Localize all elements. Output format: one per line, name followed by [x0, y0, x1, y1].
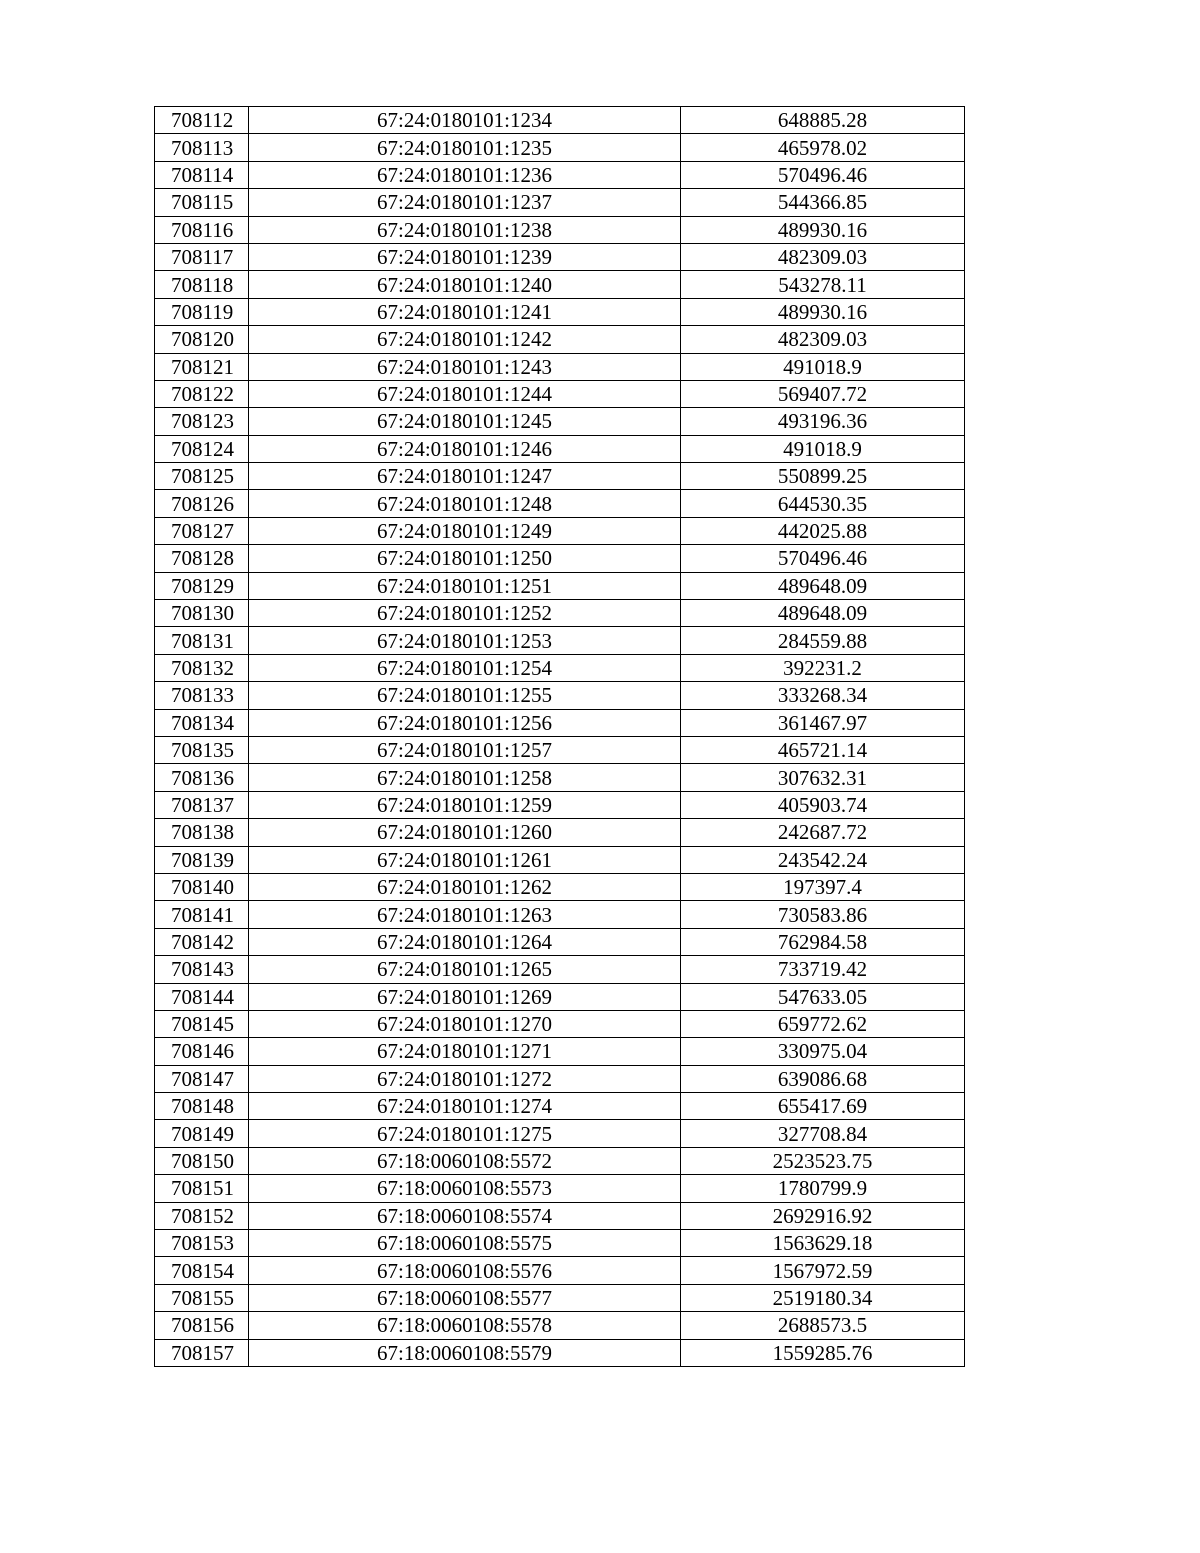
- table-row: [155, 1010, 965, 1037]
- cadastral-number-cell: 67:24:0180101:1256: [249, 709, 681, 736]
- cadastral-number-cell: 67:24:0180101:1262: [249, 873, 681, 900]
- cadastral-number-cell: 67:24:0180101:1259: [249, 791, 681, 818]
- cadastral-number-cell: 67:24:0180101:1254: [249, 654, 681, 681]
- row-id-cell: 708112: [155, 107, 249, 134]
- table-row: [155, 490, 965, 517]
- table-row: [155, 846, 965, 873]
- value-cell: 361467.97: [681, 709, 965, 736]
- table-row: [155, 1230, 965, 1257]
- value-cell: 242687.72: [681, 819, 965, 846]
- table-row: [155, 1284, 965, 1311]
- row-id-cell: 708150: [155, 1147, 249, 1174]
- value-cell: 197397.4: [681, 873, 965, 900]
- value-cell: 489930.16: [681, 298, 965, 325]
- row-id-cell: 708153: [155, 1230, 249, 1257]
- row-id-cell: 708135: [155, 736, 249, 763]
- table-row: [155, 189, 965, 216]
- table-row: [155, 682, 965, 709]
- value-cell: 2523523.75: [681, 1147, 965, 1174]
- cadastral-number-cell: 67:18:0060108:5577: [249, 1284, 681, 1311]
- cadastral-number-cell: 67:24:0180101:1270: [249, 1010, 681, 1037]
- table-body: [155, 107, 965, 1367]
- row-id-cell: 708130: [155, 600, 249, 627]
- row-id-cell: 708120: [155, 326, 249, 353]
- table-row: [155, 517, 965, 544]
- value-cell: 644530.35: [681, 490, 965, 517]
- table-row: [155, 983, 965, 1010]
- table-row: [155, 353, 965, 380]
- value-cell: 491018.9: [681, 353, 965, 380]
- cadastral-number-cell: 67:24:0180101:1234: [249, 107, 681, 134]
- table-row: [155, 819, 965, 846]
- cadastral-number-cell: 67:18:0060108:5579: [249, 1339, 681, 1366]
- table-row: [155, 161, 965, 188]
- cadastral-number-cell: 67:24:0180101:1263: [249, 901, 681, 928]
- value-cell: 655417.69: [681, 1093, 965, 1120]
- row-id-cell: 708152: [155, 1202, 249, 1229]
- row-id-cell: 708133: [155, 682, 249, 709]
- row-id-cell: 708138: [155, 819, 249, 846]
- row-id-cell: 708142: [155, 928, 249, 955]
- cadastral-number-cell: 67:24:0180101:1245: [249, 408, 681, 435]
- row-id-cell: 708137: [155, 791, 249, 818]
- value-cell: 547633.05: [681, 983, 965, 1010]
- table-row: [155, 928, 965, 955]
- value-cell: 482309.03: [681, 326, 965, 353]
- table-row: [155, 107, 965, 134]
- cadastral-number-cell: 67:24:0180101:1265: [249, 956, 681, 983]
- value-cell: 2519180.34: [681, 1284, 965, 1311]
- row-id-cell: 708119: [155, 298, 249, 325]
- value-cell: 550899.25: [681, 463, 965, 490]
- table-row: [155, 1093, 965, 1120]
- value-cell: 307632.31: [681, 764, 965, 791]
- row-id-cell: 708124: [155, 435, 249, 462]
- value-cell: 327708.84: [681, 1120, 965, 1147]
- value-cell: 493196.36: [681, 408, 965, 435]
- table-row: [155, 380, 965, 407]
- value-cell: 2688573.5: [681, 1312, 965, 1339]
- value-cell: 392231.2: [681, 654, 965, 681]
- cadastral-number-cell: 67:24:0180101:1264: [249, 928, 681, 955]
- row-id-cell: 708122: [155, 380, 249, 407]
- cadastral-number-cell: 67:24:0180101:1257: [249, 736, 681, 763]
- row-id-cell: 708146: [155, 1038, 249, 1065]
- table-row: [155, 1175, 965, 1202]
- value-cell: 465721.14: [681, 736, 965, 763]
- row-id-cell: 708118: [155, 271, 249, 298]
- cadastral-number-cell: 67:24:0180101:1271: [249, 1038, 681, 1065]
- value-cell: 482309.03: [681, 243, 965, 270]
- table-row: [155, 298, 965, 325]
- table-row: [155, 956, 965, 983]
- table-row: [155, 791, 965, 818]
- value-cell: 2692916.92: [681, 1202, 965, 1229]
- value-cell: 489648.09: [681, 600, 965, 627]
- cadastral-number-cell: 67:24:0180101:1258: [249, 764, 681, 791]
- cadastral-number-cell: 67:24:0180101:1260: [249, 819, 681, 846]
- cadastral-number-cell: 67:18:0060108:5575: [249, 1230, 681, 1257]
- cadastral-number-cell: 67:24:0180101:1242: [249, 326, 681, 353]
- table-row: [155, 873, 965, 900]
- row-id-cell: 708131: [155, 627, 249, 654]
- value-cell: 243542.24: [681, 846, 965, 873]
- value-cell: 1563629.18: [681, 1230, 965, 1257]
- table-row: [155, 243, 965, 270]
- cadastral-number-cell: 67:24:0180101:1240: [249, 271, 681, 298]
- value-cell: 284559.88: [681, 627, 965, 654]
- table-row: [155, 764, 965, 791]
- cadastral-number-cell: 67:24:0180101:1237: [249, 189, 681, 216]
- table-row: [155, 1312, 965, 1339]
- cadastral-number-cell: 67:24:0180101:1275: [249, 1120, 681, 1147]
- value-cell: 405903.74: [681, 791, 965, 818]
- cadastral-number-cell: 67:24:0180101:1251: [249, 572, 681, 599]
- row-id-cell: 708145: [155, 1010, 249, 1037]
- cadastral-number-cell: 67:24:0180101:1248: [249, 490, 681, 517]
- value-cell: 570496.46: [681, 545, 965, 572]
- cadastral-number-cell: 67:24:0180101:1269: [249, 983, 681, 1010]
- cadastral-number-cell: 67:18:0060108:5573: [249, 1175, 681, 1202]
- row-id-cell: 708129: [155, 572, 249, 599]
- row-id-cell: 708144: [155, 983, 249, 1010]
- value-cell: 1559285.76: [681, 1339, 965, 1366]
- table-row: [155, 271, 965, 298]
- row-id-cell: 708139: [155, 846, 249, 873]
- row-id-cell: 708143: [155, 956, 249, 983]
- value-cell: 442025.88: [681, 517, 965, 544]
- cadastral-number-cell: 67:24:0180101:1235: [249, 134, 681, 161]
- cadastral-number-cell: 67:18:0060108:5574: [249, 1202, 681, 1229]
- table-row: [155, 216, 965, 243]
- cadastral-number-cell: 67:24:0180101:1244: [249, 380, 681, 407]
- table-row: [155, 1147, 965, 1174]
- row-id-cell: 708149: [155, 1120, 249, 1147]
- value-cell: 730583.86: [681, 901, 965, 928]
- row-id-cell: 708141: [155, 901, 249, 928]
- table-row: [155, 709, 965, 736]
- cadastral-number-cell: 67:24:0180101:1236: [249, 161, 681, 188]
- table-row: [155, 1339, 965, 1366]
- value-cell: 491018.9: [681, 435, 965, 462]
- table-row: [155, 654, 965, 681]
- table-row: [155, 1257, 965, 1284]
- value-cell: 659772.62: [681, 1010, 965, 1037]
- cadastral-number-cell: 67:18:0060108:5576: [249, 1257, 681, 1284]
- value-cell: 733719.42: [681, 956, 965, 983]
- cadastral-number-cell: 67:18:0060108:5572: [249, 1147, 681, 1174]
- row-id-cell: 708127: [155, 517, 249, 544]
- table-row: [155, 627, 965, 654]
- row-id-cell: 708155: [155, 1284, 249, 1311]
- table-row: [155, 134, 965, 161]
- row-id-cell: 708156: [155, 1312, 249, 1339]
- row-id-cell: 708151: [155, 1175, 249, 1202]
- cadastral-number-cell: 67:24:0180101:1253: [249, 627, 681, 654]
- value-cell: 762984.58: [681, 928, 965, 955]
- row-id-cell: 708114: [155, 161, 249, 188]
- row-id-cell: 708116: [155, 216, 249, 243]
- value-cell: 489648.09: [681, 572, 965, 599]
- table-row: [155, 326, 965, 353]
- row-id-cell: 708117: [155, 243, 249, 270]
- cadastral-number-cell: 67:24:0180101:1255: [249, 682, 681, 709]
- table-row: [155, 1038, 965, 1065]
- table-row: [155, 1202, 965, 1229]
- cadastral-number-cell: 67:24:0180101:1252: [249, 600, 681, 627]
- data-table: [154, 106, 965, 1367]
- value-cell: 1780799.9: [681, 1175, 965, 1202]
- table-row: [155, 435, 965, 462]
- row-id-cell: 708134: [155, 709, 249, 736]
- cadastral-number-cell: 67:24:0180101:1246: [249, 435, 681, 462]
- row-id-cell: 708113: [155, 134, 249, 161]
- table-row: [155, 572, 965, 599]
- table-row: [155, 1120, 965, 1147]
- row-id-cell: 708154: [155, 1257, 249, 1284]
- value-cell: 639086.68: [681, 1065, 965, 1092]
- row-id-cell: 708157: [155, 1339, 249, 1366]
- table-row: [155, 545, 965, 572]
- value-cell: 330975.04: [681, 1038, 965, 1065]
- cadastral-number-cell: 67:24:0180101:1249: [249, 517, 681, 544]
- row-id-cell: 708121: [155, 353, 249, 380]
- cadastral-number-cell: 67:24:0180101:1239: [249, 243, 681, 270]
- row-id-cell: 708125: [155, 463, 249, 490]
- row-id-cell: 708115: [155, 189, 249, 216]
- table-row: [155, 1065, 965, 1092]
- value-cell: 543278.11: [681, 271, 965, 298]
- row-id-cell: 708128: [155, 545, 249, 572]
- value-cell: 648885.28: [681, 107, 965, 134]
- table-row: [155, 463, 965, 490]
- row-id-cell: 708140: [155, 873, 249, 900]
- value-cell: 465978.02: [681, 134, 965, 161]
- row-id-cell: 708136: [155, 764, 249, 791]
- row-id-cell: 708126: [155, 490, 249, 517]
- table-row: [155, 600, 965, 627]
- table-row: [155, 408, 965, 435]
- cadastral-number-cell: 67:18:0060108:5578: [249, 1312, 681, 1339]
- row-id-cell: 708123: [155, 408, 249, 435]
- value-cell: 570496.46: [681, 161, 965, 188]
- cadastral-number-cell: 67:24:0180101:1272: [249, 1065, 681, 1092]
- value-cell: 489930.16: [681, 216, 965, 243]
- cadastral-number-cell: 67:24:0180101:1250: [249, 545, 681, 572]
- cadastral-number-cell: 67:24:0180101:1243: [249, 353, 681, 380]
- row-id-cell: 708147: [155, 1065, 249, 1092]
- value-cell: 333268.34: [681, 682, 965, 709]
- table-row: [155, 901, 965, 928]
- cadastral-number-cell: 67:24:0180101:1238: [249, 216, 681, 243]
- row-id-cell: 708132: [155, 654, 249, 681]
- value-cell: 1567972.59: [681, 1257, 965, 1284]
- cadastral-number-cell: 67:24:0180101:1241: [249, 298, 681, 325]
- row-id-cell: 708148: [155, 1093, 249, 1120]
- value-cell: 569407.72: [681, 380, 965, 407]
- cadastral-number-cell: 67:24:0180101:1274: [249, 1093, 681, 1120]
- value-cell: 544366.85: [681, 189, 965, 216]
- table-row: [155, 736, 965, 763]
- cadastral-number-cell: 67:24:0180101:1247: [249, 463, 681, 490]
- cadastral-number-cell: 67:24:0180101:1261: [249, 846, 681, 873]
